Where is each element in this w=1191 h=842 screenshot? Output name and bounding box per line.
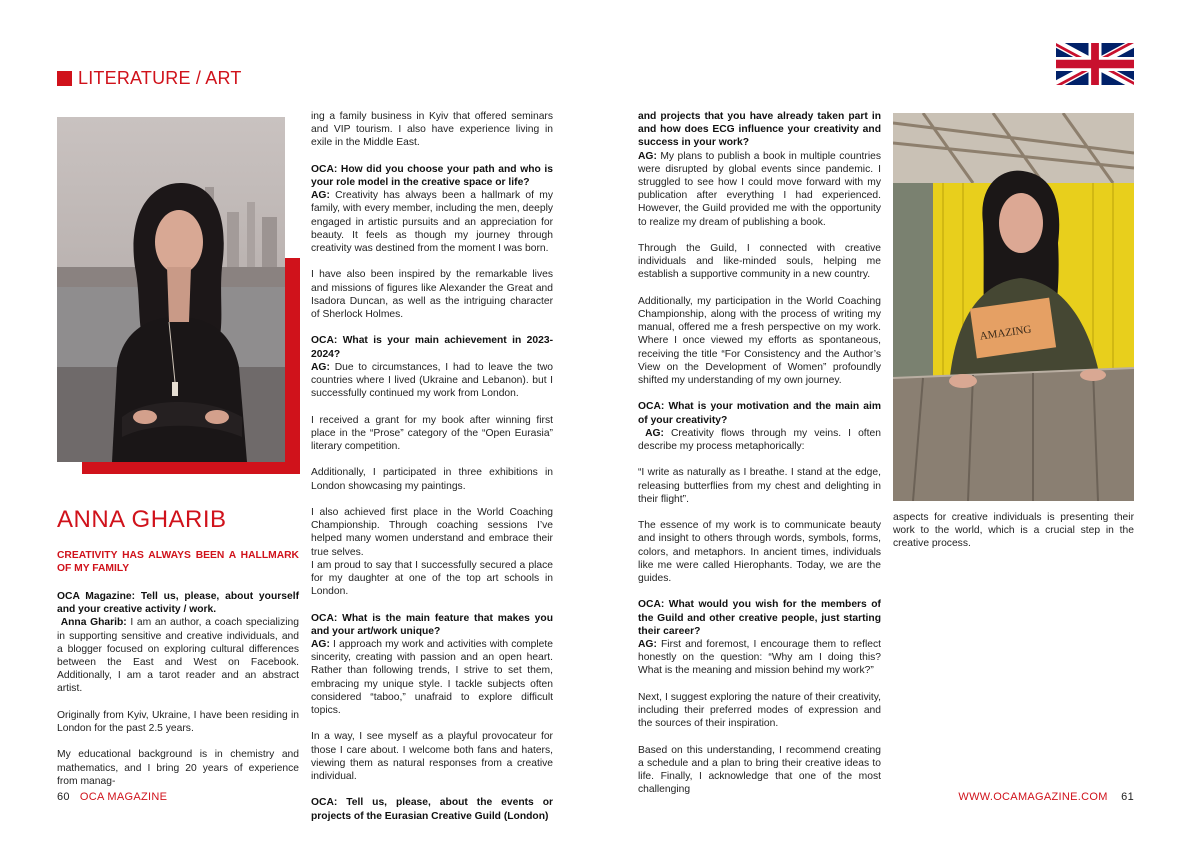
answer-lead: AG: [638, 639, 657, 651]
paragraph: Next, I suggest exploring the nature of their creativity, including their preferred modes of expression and the sources of their inspiration. [638, 691, 881, 730]
section-tag [57, 68, 242, 88]
paragraph: Based on this understanding, I recommend creating a schedule and a plan to bring their creative ideas to life. Finally, I acknowledge that one of the most challenging [638, 744, 881, 796]
column-3 [638, 110, 881, 810]
paragraph: My educational background is in chemistry and mathematics, and I bring 20 years of experience from manag- [57, 749, 299, 787]
question-1: OCA Magazine: Tell us, please, about yourself and your creative activity / work. [57, 591, 299, 616]
answer-lead: AG: [311, 361, 330, 373]
column-2 [311, 110, 553, 823]
paragraph: In a way, I see myself as a playful provocateur for those I care about. I welcome both fans and haters, viewing them as natural responses from a creative individual. [311, 731, 553, 783]
answer-4: I approach my work and activities with complete sincerity, creating with passion and an open heart. Rather than following trends, I strive to set them, embracing my unique style. I tackle subjects often considered “taboo,” unafraid to explore difficult topics. [311, 639, 553, 717]
article-subtitle: CREATIVITY HAS ALWAYS BEEN A HALLMARK OF MY FAMILY [57, 550, 299, 575]
column-1 [57, 590, 299, 801]
website-link[interactable]: WWW.OCAMAGAZINE.COM [958, 791, 1108, 803]
answer-2: Creativity has always been a hallmark of my family, with every member, including the men, deeply engaged in artistic pursuits and an appreciation for beauty. It feels as though my journey through creativity was destined from the moment I was born. [311, 190, 553, 255]
paragraph: The essence of my work is to communicate beauty and insight to others through words, symbols, forms, colors, and metaphors. In ancient times, individuals like me were called Hierophants. Today, we are the guides. [638, 520, 881, 585]
question-6: OCA: What is your motivation and the main aim of your creativity? [638, 401, 881, 426]
answer-lead: AG: [311, 190, 330, 202]
book-cover-text: AMAZING [979, 323, 1033, 343]
paragraph: Additionally, my participation in the World Coaching Championship, along with the process of writing my manual, offered me a fresh perspective on my work. Where I once viewed my efforts as spontaneous, receiving the title “For Consistency and the Author’s View on the Development of Women” profoundly shifted my understanding of my own journey. [638, 295, 881, 387]
article-title: ANNA GHARIB [57, 506, 227, 533]
portrait-photo [57, 117, 285, 462]
footer-left [57, 791, 167, 803]
paragraph: Originally from Kyiv, Ukraine, I have been residing in London for the past 2.5 years. [57, 709, 299, 735]
answer-3: Due to circumstances, I had to leave the two countries where I lived (Ukraine and Lebanon). but I successfully continued my work from London. [311, 361, 553, 400]
answer-lead: AG: [311, 639, 330, 651]
answer-5: My plans to publish a book in multiple countries were disrupted by global events since pandemic. I struggled to see how I could move forward with my publication after everything I had experienced. However, the Guild provided me with the opportunity to realize my dream of publishing a book. [638, 150, 881, 228]
paragraph: aspects for creative individuals is presenting their work to the world, which is a crucial step in the creative process. [893, 512, 1134, 550]
question-3: OCA: What is your main achievement in 2023-2024? [311, 335, 553, 360]
footer-right [958, 791, 1134, 803]
paragraph: I also achieved first place in the World Coaching Championship. Through coaching sessions I’ve helped many women understand and embrace their true selves. [311, 507, 553, 558]
paragraph: ing a family business in Kyiv that offered seminars and VIP tourism. I also have experience living in exile in the Middle East. [311, 111, 553, 149]
answer-6: Creativity flows through my veins. I often describe my process metaphorically: [638, 427, 881, 453]
question-5-continued: and projects that you have already taken part in and how does ECG influence your creativity and success in your work? [638, 111, 881, 149]
answer-lead: AG: [638, 150, 657, 162]
question-5: OCA: Tell us, please, about the events or projects of the Eurasian Creative Guild (London) [311, 797, 553, 822]
outdoor-portrait-photo [893, 113, 1134, 501]
answer-1: I am an author, a coach specializing in supporting sensitive and creative individuals, and a blogger focused on exploring cultural differences between the East and West on Facebook. Additionally, I am a tarot reader and an abstract artist. [57, 617, 299, 695]
magazine-name: OCA MAGAZINE [79, 791, 168, 803]
red-accent-bar-vertical [285, 258, 300, 474]
column-4 [893, 511, 1134, 564]
paragraph: I am proud to say that I successfully secured a place for my daughter at one of the top art schools in London. [311, 559, 553, 598]
quote: “I write as naturally as I breathe. I stand at the edge, releasing butterflies from my chest and delighting in their flight”. [638, 467, 881, 505]
page-number-right: 61 [1121, 791, 1134, 803]
paragraph: Additionally, I participated in three exhibitions in London showcasing my paintings. [311, 467, 553, 492]
question-2: OCA: How did you choose your path and who is your role model in the creative space or life? [311, 163, 553, 188]
answer-7: First and foremost, I encourage them to reflect honestly on the question: “Why am I doing this? What is the meaning and mission behind my work?” [638, 639, 881, 677]
answer-lead: Anna Gharib: [60, 617, 127, 629]
section-label: LITERATURE / ART [78, 67, 242, 88]
uk-flag-icon [1056, 43, 1134, 85]
paragraph: I have also been inspired by the remarkable lives and missions of figures like Alexander the Great and Isadora Duncan, as well as the intriguing character of Sherlock Holmes. [311, 269, 553, 321]
question-4: OCA: What is the main feature that makes you and your art/work unique? [311, 612, 553, 637]
page-number-left: 60 [57, 791, 70, 803]
paragraph: I received a grant for my book after winning first place in the “Prose” category of the “Open Eurasia” literary competition. [311, 414, 553, 453]
question-7: OCA: What would you wish for the members of the Guild and other creative people, just starting their career? [638, 599, 881, 637]
answer-lead: AG: [645, 427, 664, 439]
paragraph: Through the Guild, I connected with creative individuals and like-minded souls, helping me establish a supportive community in a new country. [638, 243, 881, 281]
section-square [57, 71, 72, 86]
